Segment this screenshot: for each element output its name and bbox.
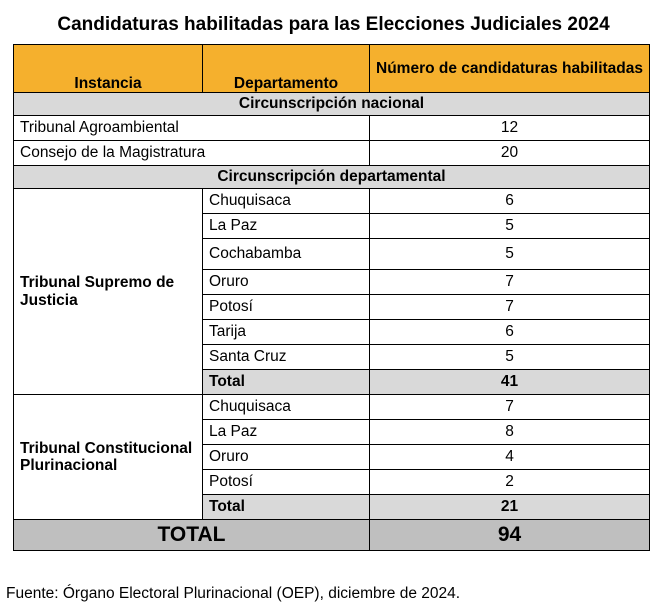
value-cell: 4	[370, 445, 650, 470]
source-note: Fuente: Órgano Electoral Plurinacional (OEP), diciembre de 2024.	[6, 585, 461, 602]
value-cell: 5	[370, 239, 650, 270]
instancia-tsj: Tribunal Supremo de Justicia	[14, 189, 203, 395]
value-cell: 8	[370, 420, 650, 445]
header-departamento: Departamento	[203, 45, 370, 93]
departamento-cell: La Paz	[203, 214, 370, 239]
header-numero: Número de candidaturas habilitadas	[370, 45, 650, 93]
header-instancia: Instancia	[14, 45, 203, 93]
table-title: Candidaturas habilitadas para las Elecciones Judiciales 2024	[57, 14, 610, 35]
total-value: 21	[370, 495, 650, 520]
table-row	[14, 141, 650, 166]
departamento-cell: Oruro	[203, 445, 370, 470]
departamento-cell: Chuquisaca	[203, 395, 370, 420]
departamento-cell: Oruro	[203, 270, 370, 295]
table-row	[14, 116, 650, 141]
value-cell: 20	[370, 141, 650, 166]
instancia-cell: Tribunal Agroambiental	[14, 116, 370, 141]
departamento-cell: Chuquisaca	[203, 189, 370, 214]
grand-total-label: TOTAL	[14, 520, 370, 551]
departamento-cell: Tarija	[203, 320, 370, 345]
total-label: Total	[203, 370, 370, 395]
section-row-departamental	[14, 166, 650, 189]
section-departamental: Circunscripción departamental	[14, 166, 650, 189]
value-cell: 6	[370, 320, 650, 345]
instancia-cell: Consejo de la Magistratura	[14, 141, 370, 166]
value-cell: 5	[370, 345, 650, 370]
total-value: 41	[370, 370, 650, 395]
table-row	[14, 189, 650, 214]
value-cell: 6	[370, 189, 650, 214]
departamento-cell: Cochabamba	[203, 239, 370, 270]
grand-total-row	[14, 520, 650, 551]
departamento-cell: Santa Cruz	[203, 345, 370, 370]
section-nacional: Circunscripción nacional	[14, 93, 650, 116]
value-cell: 7	[370, 295, 650, 320]
header-row	[14, 45, 650, 93]
departamento-cell: Potosí	[203, 470, 370, 495]
grand-total-value: 94	[370, 520, 650, 551]
value-cell: 12	[370, 116, 650, 141]
instancia-tcp: Tribunal Constitucional Plurinacional	[14, 395, 203, 520]
section-row-nacional	[14, 93, 650, 116]
value-cell: 5	[370, 214, 650, 239]
value-cell: 7	[370, 395, 650, 420]
candidaturas-table	[13, 44, 650, 551]
total-label: Total	[203, 495, 370, 520]
departamento-cell: La Paz	[203, 420, 370, 445]
value-cell: 7	[370, 270, 650, 295]
departamento-cell: Potosí	[203, 295, 370, 320]
table-row	[14, 395, 650, 420]
value-cell: 2	[370, 470, 650, 495]
